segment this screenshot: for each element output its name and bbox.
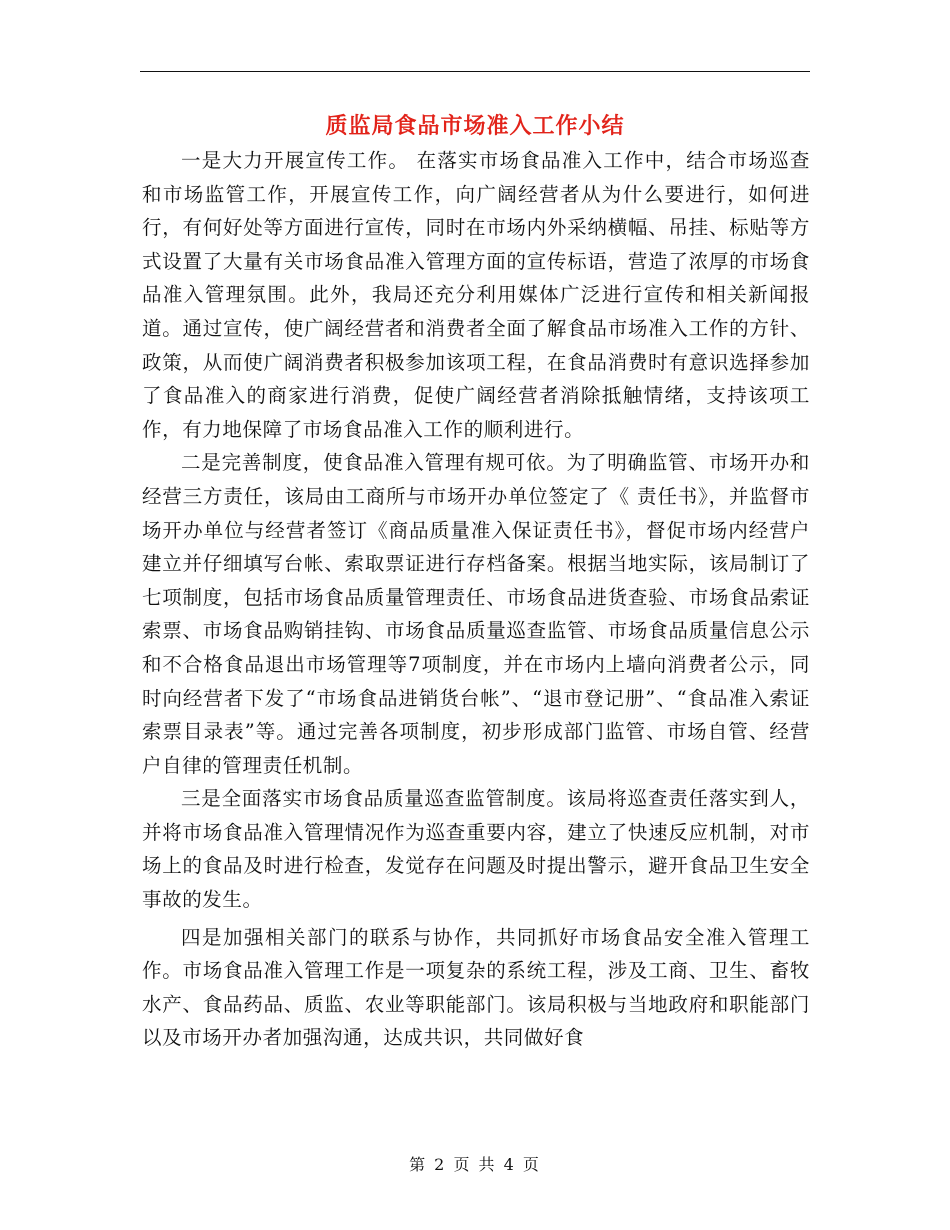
paragraph-cooperation: 四是加强相关部门的联系与协作，共同抓好市场食品安全准入管理工作。市场食品准入管理工作是一项复杂的系统工程，涉及工商、卫生、畜牧水产、食品药品、质监、农业等职能部门。该局积极与当地政府和职能部门以及市场开办者加强沟通，达成共识，共同做好食	[142, 925, 810, 1050]
page-number-footer: 第 2 页 共 4 页	[409, 1155, 541, 1174]
header-rule	[140, 71, 810, 72]
paragraph-publicity: 一是大力开展宣传工作。 在落实市场食品准入工作中，结合市场巡查和市场监管工作，开展宣传工作，向广阔经营者从为什么要进行，如何进行，有何好处等方面进行宣传，同时在市场内外采纳横幅、吊挂、标贴等方式设置了大量有关市场食品准入管理方面的宣传标语，营造了浓厚的市场食品准入管理氛围。此外，我局还充分利用媒体广泛进行宣传和相关新闻报道。通过宣传，使广阔经营者和消费者全面了解食品市场准入工作的方针、政策，从而使广阔消费者积极参加该项工程，在食品消费时有意识选择参加了食品准入的商家进行消费，促使广阔经营者消除抵触情绪，支持该项工作，有力地保障了市场食品准入工作的顺利进行。	[142, 149, 810, 441]
document-title: 质监局食品市场准入工作小结	[325, 113, 625, 139]
document-body	[142, 144, 810, 1055]
paragraph-regulations: 二是完善制度，使食品准入管理有规可依。为了明确监管、市场开办和经营三方责任，该局由工商所与市场开办单位签定了《 责任书》，并监督市场开办单位与经营者签订《商品质量准入保证责任书》，督促市场内经营户建立并仔细填写台帐、索取票证进行存档备案。根据当地实际，该局制订了七项制度，包括市场食品质量管理责任、市场食品进货查验、市场食品索证索票、市场食品购销挂钩、市场食品质量巡查监管、市场食品质量信息公示和不合格食品退出市场管理等7项制度，并在市场内上墙向消费者公示，同时向经营者下发了“市场食品进销货台帐”、“退市登记册”、“食品准入索证索票目录表”等。通过完善各项制度，初步形成部门监管、市场自管、经营户自律的管理责任机制。	[142, 451, 810, 777]
paragraph-inspection: 三是全面落实市场食品质量巡查监管制度。该局将巡查责任落实到人，并将市场食品准入管理情况作为巡查重要内容，建立了快速反应机制，对市场上的食品及时进行检查，发觉存在问题及时提出警示，避开食品卫生安全事故的发生。	[142, 787, 810, 912]
